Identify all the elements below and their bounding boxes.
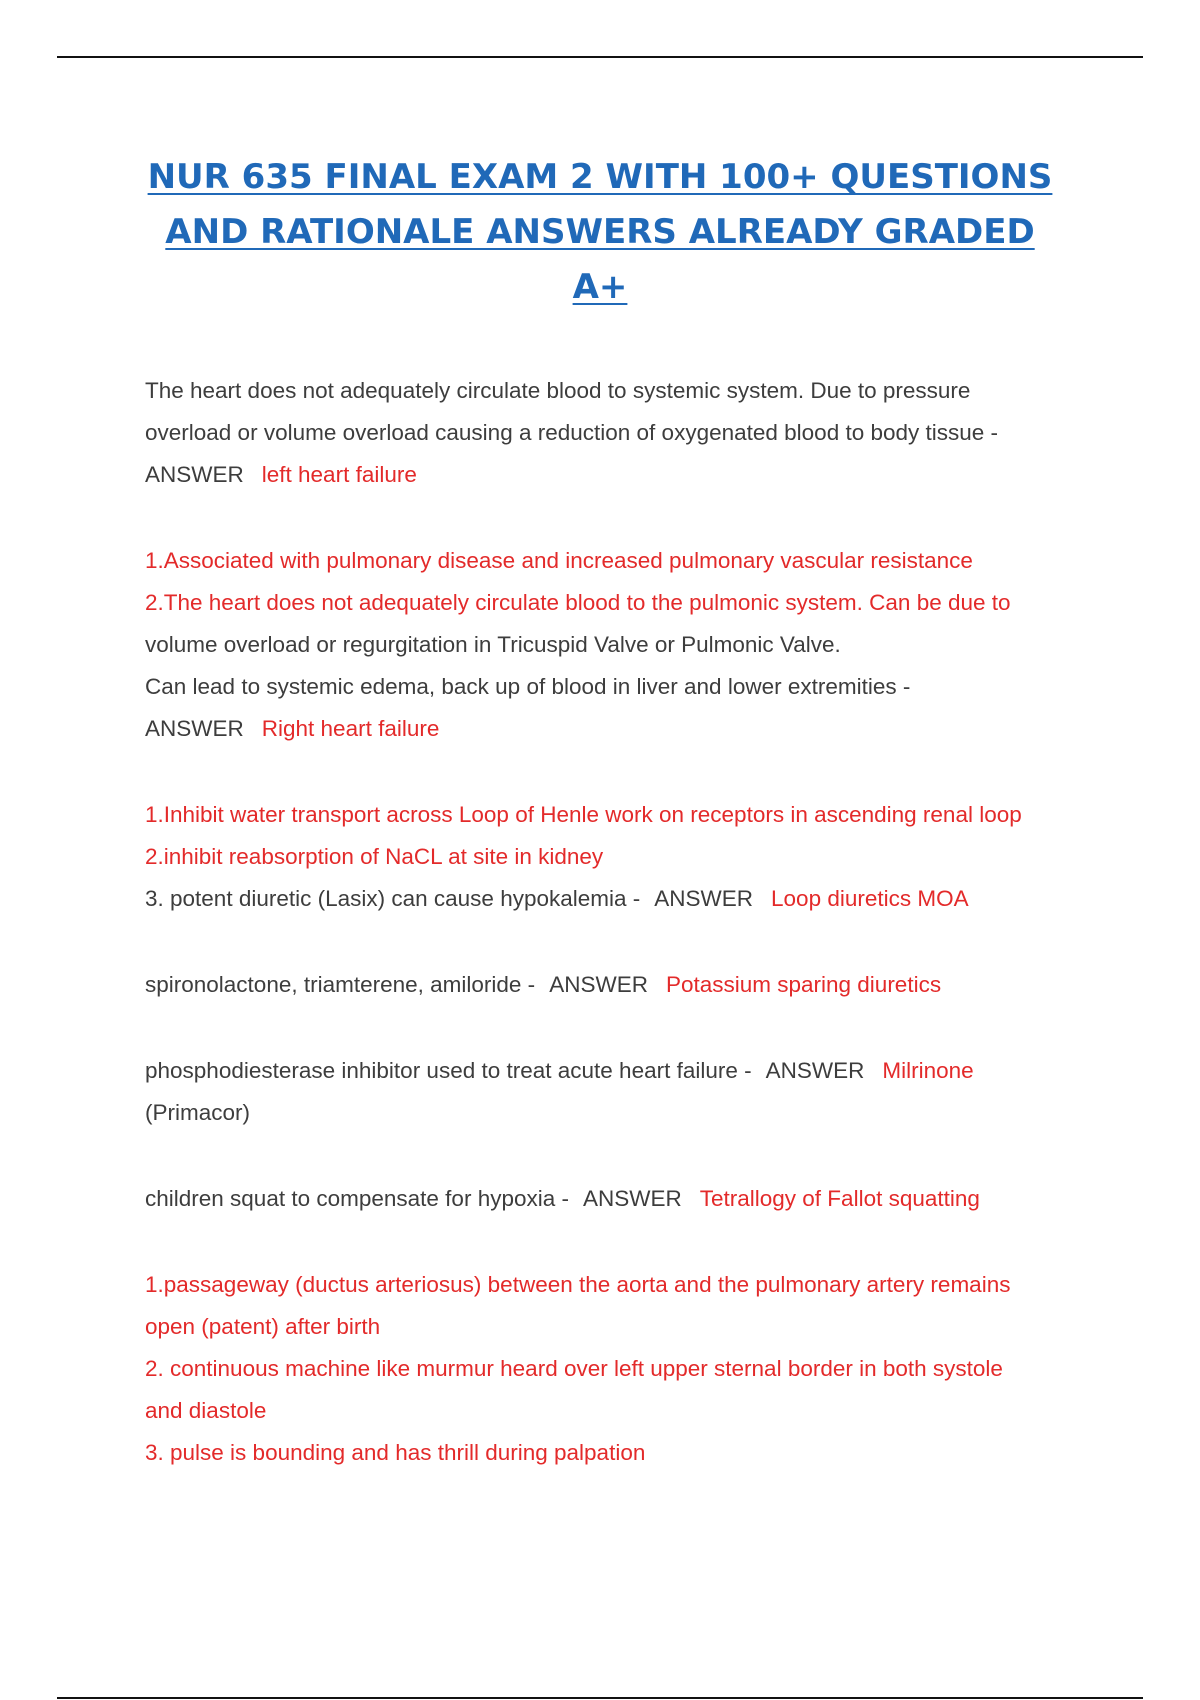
answer-text: Right heart failure <box>261 716 440 741</box>
question-continuation: (Primacor) <box>145 1100 250 1125</box>
red-line: 2.The heart does not adequately circulate blood to the pulmonic system. Can be due to <box>145 590 1011 615</box>
qa-item-1 <box>145 370 1105 496</box>
question-line: volume overload or regurgitation in Tricuspid Valve or Pulmonic Valve. <box>145 632 841 657</box>
question-answer-line <box>145 1178 1105 1220</box>
answer-line <box>145 708 1105 750</box>
red-line: 1.passageway (ductus arteriosus) between the aorta and the pulmonary artery remains <box>145 1272 1011 1297</box>
answer-label: ANSWER <box>145 716 244 741</box>
answer-label: ANSWER <box>654 886 754 911</box>
answer-text: Potassium sparing diuretics <box>665 972 942 997</box>
qa-item-5 <box>145 1050 1105 1134</box>
answer-label: ANSWER <box>765 1058 865 1083</box>
question-line: overload or volume overload causing a reduction of oxygenated blood to body tissue - <box>145 420 999 445</box>
answer-label: ANSWER <box>549 972 648 997</box>
qa-item-7 <box>145 1264 1105 1474</box>
qa-item-2 <box>145 540 1105 750</box>
qa-item-4 <box>145 964 1105 1006</box>
question-text: 3. potent diuretic (Lasix) can cause hypokalemia - <box>145 886 641 911</box>
bottom-rule <box>57 1697 1143 1699</box>
red-line: open (patent) after birth <box>145 1314 381 1339</box>
question-line: The heart does not adequately circulate blood to systemic system. Due to pressure <box>145 378 971 403</box>
answer-label: ANSWER <box>145 462 244 487</box>
red-line: 1.Associated with pulmonary disease and increased pulmonary vascular resistance <box>145 548 973 573</box>
question-answer-line <box>145 1050 1105 1092</box>
red-line: and diastole <box>145 1398 267 1423</box>
question-line: Can lead to systemic edema, back up of blood in liver and lower extremities - <box>145 674 911 699</box>
red-line: 3. pulse is bounding and has thrill during palpation <box>145 1440 646 1465</box>
answer-text: left heart failure <box>261 462 417 487</box>
qa-item-6 <box>145 1178 1105 1220</box>
red-line: 2.inhibit reabsorption of NaCL at site in kidney <box>145 844 604 869</box>
question-text: children squat to compensate for hypoxia - <box>145 1186 569 1211</box>
qa-item-3 <box>145 794 1105 920</box>
qa-content <box>145 370 1105 1474</box>
question-text: spironolactone, triamterene, amiloride - <box>145 972 536 997</box>
answer-label: ANSWER <box>582 1186 682 1211</box>
document-title <box>120 150 1080 315</box>
title-line-1: NUR 635 FINAL EXAM 2 WITH 100+ QUESTIONS <box>147 157 1053 197</box>
red-line: 1.Inhibit water transport across Loop of Henle work on receptors in ascending renal loop <box>145 802 1022 827</box>
answer-text: Milrinone <box>882 1058 974 1083</box>
question-answer-line <box>145 878 1105 920</box>
answer-line <box>145 454 1105 496</box>
answer-text: Loop diuretics MOA <box>771 886 969 911</box>
question-text: phosphodiesterase inhibitor used to treat acute heart failure - <box>145 1058 752 1083</box>
red-line: 2. continuous machine like murmur heard over left upper sternal border in both systole <box>145 1356 1003 1381</box>
top-rule <box>57 56 1143 58</box>
question-answer-line <box>145 964 1105 1006</box>
title-line-2: AND RATIONALE ANSWERS ALREADY GRADED <box>165 212 1035 252</box>
answer-text: Tetrallogy of Fallot squatting <box>699 1186 980 1211</box>
title-line-3: A+ <box>572 267 628 307</box>
